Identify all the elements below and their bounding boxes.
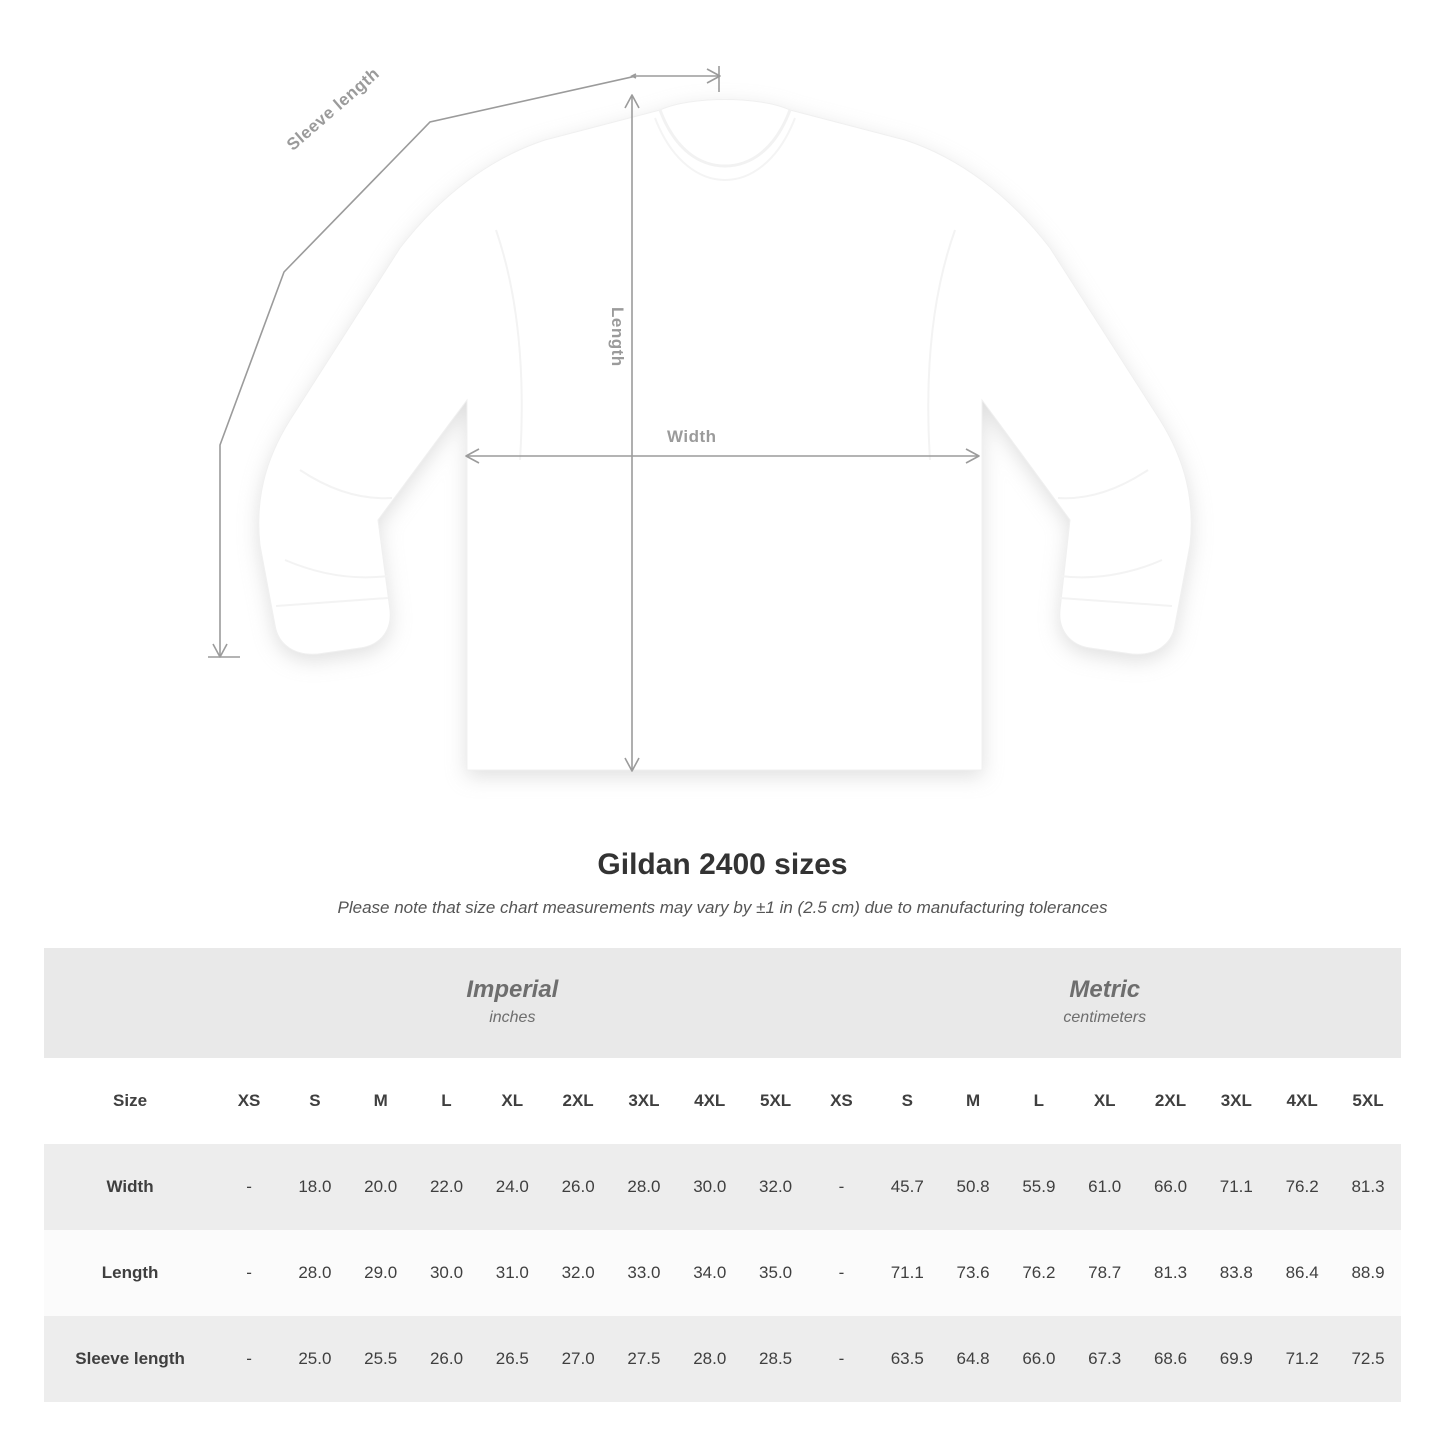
size-header-imperial-l: L <box>414 1058 480 1144</box>
size-header-metric-5xl: 5XL <box>1335 1058 1401 1144</box>
sleeve-length-dimension-label: Sleeve length <box>283 63 384 155</box>
cell-width-metric-m: 50.8 <box>940 1144 1006 1230</box>
imperial-unit-header <box>216 948 808 1058</box>
cell-length-imperial-4xl: 34.0 <box>677 1230 743 1316</box>
page-title: Gildan 2400 sizes <box>597 848 848 881</box>
size-header-imperial-4xl: 4XL <box>677 1058 743 1144</box>
cell-width-imperial-3xl: 28.0 <box>611 1144 677 1230</box>
cell-sleeve-imperial-m: 25.5 <box>348 1316 414 1402</box>
cell-width-metric-s: 45.7 <box>874 1144 940 1230</box>
cell-length-imperial-xs: - <box>216 1230 282 1316</box>
size-header-imperial-s: S <box>282 1058 348 1144</box>
cell-length-imperial-m: 29.0 <box>348 1230 414 1316</box>
cell-length-imperial-5xl: 35.0 <box>743 1230 809 1316</box>
cell-sleeve-metric-3xl: 69.9 <box>1203 1316 1269 1402</box>
cell-length-metric-m: 73.6 <box>940 1230 1006 1316</box>
cell-length-imperial-s: 28.0 <box>282 1230 348 1316</box>
size-header-imperial-xs: XS <box>216 1058 282 1144</box>
cell-width-imperial-m: 20.0 <box>348 1144 414 1230</box>
chart-heading <box>0 848 1445 918</box>
cell-length-metric-xs: - <box>809 1230 875 1316</box>
cell-width-imperial-5xl: 32.0 <box>743 1144 809 1230</box>
cell-width-metric-5xl: 81.3 <box>1335 1144 1401 1230</box>
cell-length-metric-s: 71.1 <box>874 1230 940 1316</box>
metric-unit-sub: centimeters <box>1063 1009 1147 1027</box>
size-header-metric-m: M <box>940 1058 1006 1144</box>
cell-sleeve-imperial-4xl: 28.0 <box>677 1316 743 1402</box>
row-label-width: Width <box>44 1144 216 1230</box>
cell-width-imperial-2xl: 26.0 <box>545 1144 611 1230</box>
metric-unit-header <box>809 948 1401 1058</box>
cell-width-imperial-xl: 24.0 <box>479 1144 545 1230</box>
cell-sleeve-metric-4xl: 71.2 <box>1269 1316 1335 1402</box>
cell-length-metric-2xl: 81.3 <box>1138 1230 1204 1316</box>
table-row-sleeve-length <box>44 1316 1401 1402</box>
size-header-imperial-xl: XL <box>479 1058 545 1144</box>
cell-length-metric-3xl: 83.8 <box>1203 1230 1269 1316</box>
size-header-metric-xl: XL <box>1072 1058 1138 1144</box>
cell-width-imperial-xs: - <box>216 1144 282 1230</box>
table-row-width <box>44 1144 1401 1230</box>
size-header-metric-xs: XS <box>809 1058 875 1144</box>
cell-length-metric-xl: 78.7 <box>1072 1230 1138 1316</box>
cell-sleeve-metric-m: 64.8 <box>940 1316 1006 1402</box>
cell-sleeve-metric-5xl: 72.5 <box>1335 1316 1401 1402</box>
table-row-length <box>44 1230 1401 1316</box>
size-header-metric-l: L <box>1006 1058 1072 1144</box>
unit-header-row <box>44 948 1401 1058</box>
row-label-length: Length <box>44 1230 216 1316</box>
cell-sleeve-imperial-5xl: 28.5 <box>743 1316 809 1402</box>
cell-sleeve-metric-l: 66.0 <box>1006 1316 1072 1402</box>
width-dimension-label: Width <box>667 427 717 446</box>
cell-sleeve-metric-xs: - <box>809 1316 875 1402</box>
cell-length-imperial-3xl: 33.0 <box>611 1230 677 1316</box>
row-label-sleeve-length: Sleeve length <box>44 1316 216 1402</box>
tolerance-note: Please note that size chart measurements may vary by ±1 in (2.5 cm) due to manufacturing tolerances <box>337 898 1108 917</box>
cell-sleeve-imperial-xl: 26.5 <box>479 1316 545 1402</box>
cell-length-imperial-2xl: 32.0 <box>545 1230 611 1316</box>
size-header-row <box>44 1058 1401 1144</box>
unit-header-spacer <box>44 948 216 1058</box>
cell-width-metric-l: 55.9 <box>1006 1144 1072 1230</box>
imperial-unit-sub: inches <box>489 1009 536 1027</box>
shirt-shape <box>259 100 1192 771</box>
size-header-imperial-2xl: 2XL <box>545 1058 611 1144</box>
size-header-imperial-m: M <box>348 1058 414 1144</box>
length-dimension-label: Length <box>608 307 627 367</box>
cell-width-imperial-l: 22.0 <box>414 1144 480 1230</box>
cell-width-metric-2xl: 66.0 <box>1138 1144 1204 1230</box>
cell-sleeve-metric-2xl: 68.6 <box>1138 1316 1204 1402</box>
cell-width-metric-xs: - <box>809 1144 875 1230</box>
size-header-metric-s: S <box>874 1058 940 1144</box>
cell-sleeve-imperial-3xl: 27.5 <box>611 1316 677 1402</box>
cell-sleeve-metric-s: 63.5 <box>874 1316 940 1402</box>
size-header-metric-4xl: 4XL <box>1269 1058 1335 1144</box>
cell-length-metric-4xl: 86.4 <box>1269 1230 1335 1316</box>
cell-width-metric-xl: 61.0 <box>1072 1144 1138 1230</box>
cell-width-imperial-4xl: 30.0 <box>677 1144 743 1230</box>
size-header-imperial-5xl: 5XL <box>743 1058 809 1144</box>
cell-width-metric-4xl: 76.2 <box>1269 1144 1335 1230</box>
cell-width-metric-3xl: 71.1 <box>1203 1144 1269 1230</box>
size-table <box>44 948 1401 1402</box>
cell-sleeve-imperial-xs: - <box>216 1316 282 1402</box>
size-corner-label: Size <box>44 1058 216 1144</box>
cell-sleeve-imperial-s: 25.0 <box>282 1316 348 1402</box>
imperial-unit-name: Imperial <box>466 976 559 1004</box>
size-header-metric-2xl: 2XL <box>1138 1058 1204 1144</box>
cell-length-imperial-xl: 31.0 <box>479 1230 545 1316</box>
size-table-wrapper <box>44 948 1401 1402</box>
cell-length-metric-5xl: 88.9 <box>1335 1230 1401 1316</box>
metric-unit-name: Metric <box>1069 976 1141 1004</box>
cell-sleeve-imperial-2xl: 27.0 <box>545 1316 611 1402</box>
cell-length-imperial-l: 30.0 <box>414 1230 480 1316</box>
cell-width-imperial-s: 18.0 <box>282 1144 348 1230</box>
cell-sleeve-metric-xl: 67.3 <box>1072 1316 1138 1402</box>
cell-sleeve-imperial-l: 26.0 <box>414 1316 480 1402</box>
cell-length-metric-l: 76.2 <box>1006 1230 1072 1316</box>
size-header-imperial-3xl: 3XL <box>611 1058 677 1144</box>
size-header-metric-3xl: 3XL <box>1203 1058 1269 1144</box>
